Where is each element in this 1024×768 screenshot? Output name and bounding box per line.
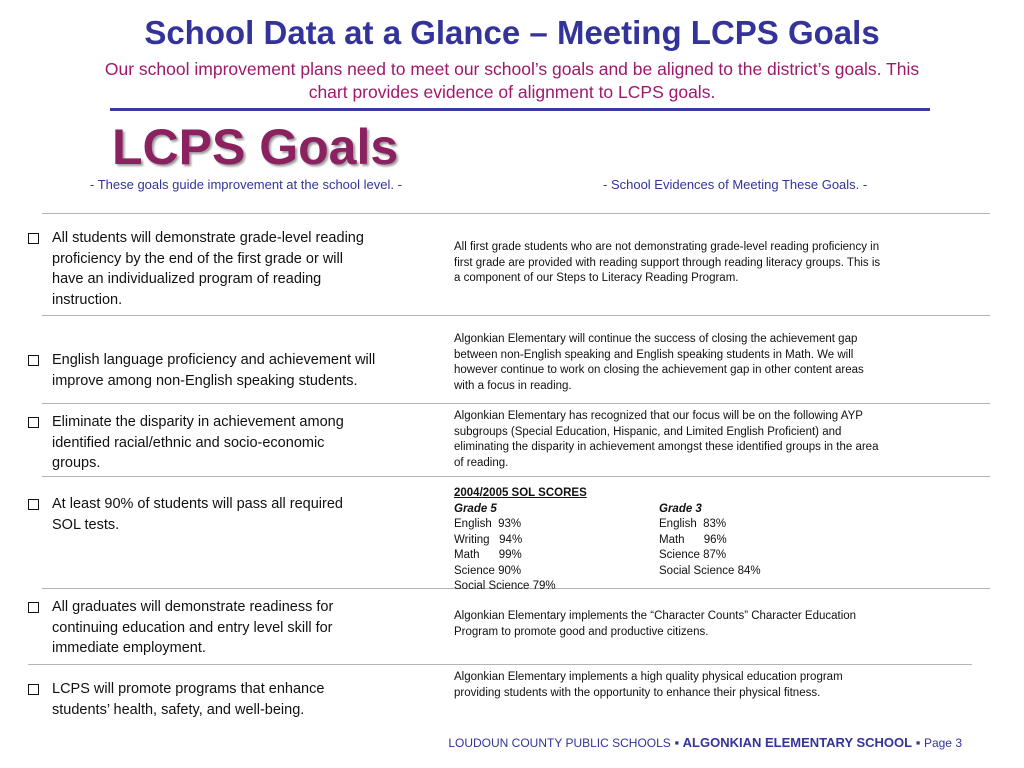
- goal-text: Eliminate the disparity in achievement among identified racial/ethnic and socio-economic groups.: [52, 414, 344, 471]
- goal-text: All graduates will demonstrate readiness for continuing education and entry level skill for immediate employment.: [52, 599, 334, 656]
- score-row: Science 87%: [659, 549, 727, 561]
- goal-item: [28, 228, 364, 310]
- goal-item: [28, 412, 344, 474]
- row-divider: [42, 476, 990, 477]
- evidence-column-subheading: - School Evidences of Meeting These Goals. -: [603, 177, 868, 192]
- page-subtitle: [40, 58, 984, 104]
- evidence-item: Algonkian Elementary will continue the success of closing the achievement gap between non-English speaking and English speaking students in Math. We will however continue to work on closing the achievement gap in other content areas with a focus in reading.: [454, 333, 864, 392]
- goal-item: [28, 679, 324, 720]
- checkbox-bullet-icon: [28, 684, 39, 695]
- score-row: Science 90%: [454, 564, 522, 577]
- grade-3-label: Grade 3: [659, 502, 702, 515]
- goal-item: [28, 494, 343, 535]
- evidence-item: Algonkian Elementary implements the “Character Counts” Character Education Program to promote good and productive citizens.: [454, 610, 857, 638]
- goal-item: [28, 350, 375, 391]
- footer-separator: ▪: [912, 735, 924, 750]
- score-row: Social Science 79%: [454, 580, 556, 592]
- score-row: Social Science 84%: [659, 564, 761, 577]
- grade-3-scores: [659, 502, 761, 580]
- page-title: School Data at a Glance – Meeting LCPS Goals: [144, 14, 880, 51]
- sol-scores: [454, 486, 934, 592]
- goal-item: [28, 597, 333, 659]
- footer-school: ALGONKIAN ELEMENTARY SCHOOL: [682, 735, 913, 750]
- score-row: English 93%: [454, 518, 522, 530]
- row-divider: [42, 315, 990, 316]
- grade-5-scores: [454, 502, 556, 595]
- row-divider: [42, 213, 990, 214]
- score-row: English 83%: [659, 518, 727, 530]
- row-divider: [42, 403, 990, 404]
- checkbox-bullet-icon: [28, 417, 39, 428]
- goals-column-subheading: - These goals guide improvement at the school level. -: [90, 177, 402, 192]
- goal-text: English language proficiency and achievement will improve among non-English speaking students.: [52, 352, 376, 389]
- evidence-item: Algonkian Elementary has recognized that our focus will be on the following AYP subgroups (Special Education, Hispanic, and Limited English Proficient) and eliminating the disparity in achievement amongst these identified groups in the area of reading.: [454, 410, 879, 469]
- score-row: Math 96%: [659, 533, 727, 546]
- footer-separator: ▪: [670, 735, 683, 750]
- score-row: Math 99%: [454, 549, 522, 561]
- footer-district: LOUDOUN COUNTY PUBLIC SCHOOLS: [448, 736, 671, 750]
- evidence-item: All first grade students who are not demonstrating grade-level reading proficiency in first grade are provided with reading support through reading literacy groups. This is a component of our Steps to Literacy Reading Program.: [454, 241, 881, 284]
- checkbox-bullet-icon: [28, 355, 39, 366]
- checkbox-bullet-icon: [28, 499, 39, 510]
- title-divider: [110, 108, 930, 111]
- row-divider: [28, 664, 972, 665]
- goal-text: At least 90% of students will pass all required SOL tests.: [52, 496, 343, 533]
- goal-text: All students will demonstrate grade-level reading proficiency by the end of the first grade or will have an individualized program of reading instruction.: [52, 230, 364, 308]
- sol-scores-title: 2004/2005 SOL SCORES: [454, 487, 587, 499]
- section-heading: LCPS Goals: [112, 119, 399, 175]
- score-row: Writing 94%: [454, 533, 523, 546]
- evidence-item: Algonkian Elementary implements a high quality physical education program providing students with the opportunity to enhance their physical fitness.: [454, 671, 843, 699]
- subtitle-line-2: chart provides evidence of alignment to LCPS goals.: [308, 82, 716, 102]
- checkbox-bullet-icon: [28, 602, 39, 613]
- footer-page-number: Page 3: [923, 736, 962, 750]
- goal-text: LCPS will promote programs that enhance students’ health, safety, and well-being.: [52, 681, 325, 718]
- checkbox-bullet-icon: [28, 233, 39, 244]
- grade-5-label: Grade 5: [454, 502, 497, 515]
- page-footer: [448, 735, 962, 750]
- subtitle-line-1: Our school improvement plans need to meet our school’s goals and be aligned to the district’s goals. This: [104, 59, 920, 79]
